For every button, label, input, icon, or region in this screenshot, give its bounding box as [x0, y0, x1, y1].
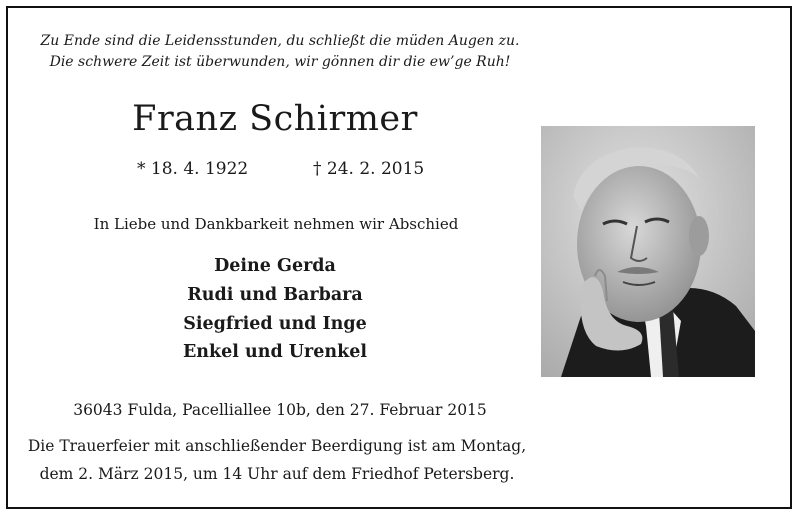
birth-date: * 18. 4. 1922: [137, 159, 249, 179]
funeral-notice-line-1: Die Trauerfeier mit anschließender Beerdigung ist am Montag,: [27, 437, 527, 455]
mourner-line: Enkel und Urenkel: [182, 342, 368, 362]
verse-line-2: Die schwere Zeit ist überwunden, wir gönnen dir die ew’ge Ruh!: [49, 54, 511, 70]
farewell-text: In Liebe und Dankbarkeit nehmen wir Abschied: [93, 215, 459, 233]
death-date: † 24. 2. 2015: [313, 159, 425, 179]
mourner-line: Siegfried und Inge: [183, 314, 367, 334]
portrait-photo: [541, 126, 755, 377]
verse-line-1: Zu Ende sind die Leidensstunden, du schließt die müden Augen zu.: [40, 33, 520, 49]
funeral-notice-line-2: dem 2. März 2015, um 14 Uhr auf dem Friedhof Petersberg.: [39, 465, 515, 483]
place-and-date: 36043 Fulda, Pacelliallee 10b, den 27. Februar 2015: [73, 401, 487, 419]
mourner-line: Rudi und Barbara: [187, 285, 363, 305]
portrait-photo-drawing: [541, 126, 755, 377]
deceased-name: Franz Schirmer: [132, 99, 418, 139]
mourner-line: Deine Gerda: [214, 256, 336, 276]
